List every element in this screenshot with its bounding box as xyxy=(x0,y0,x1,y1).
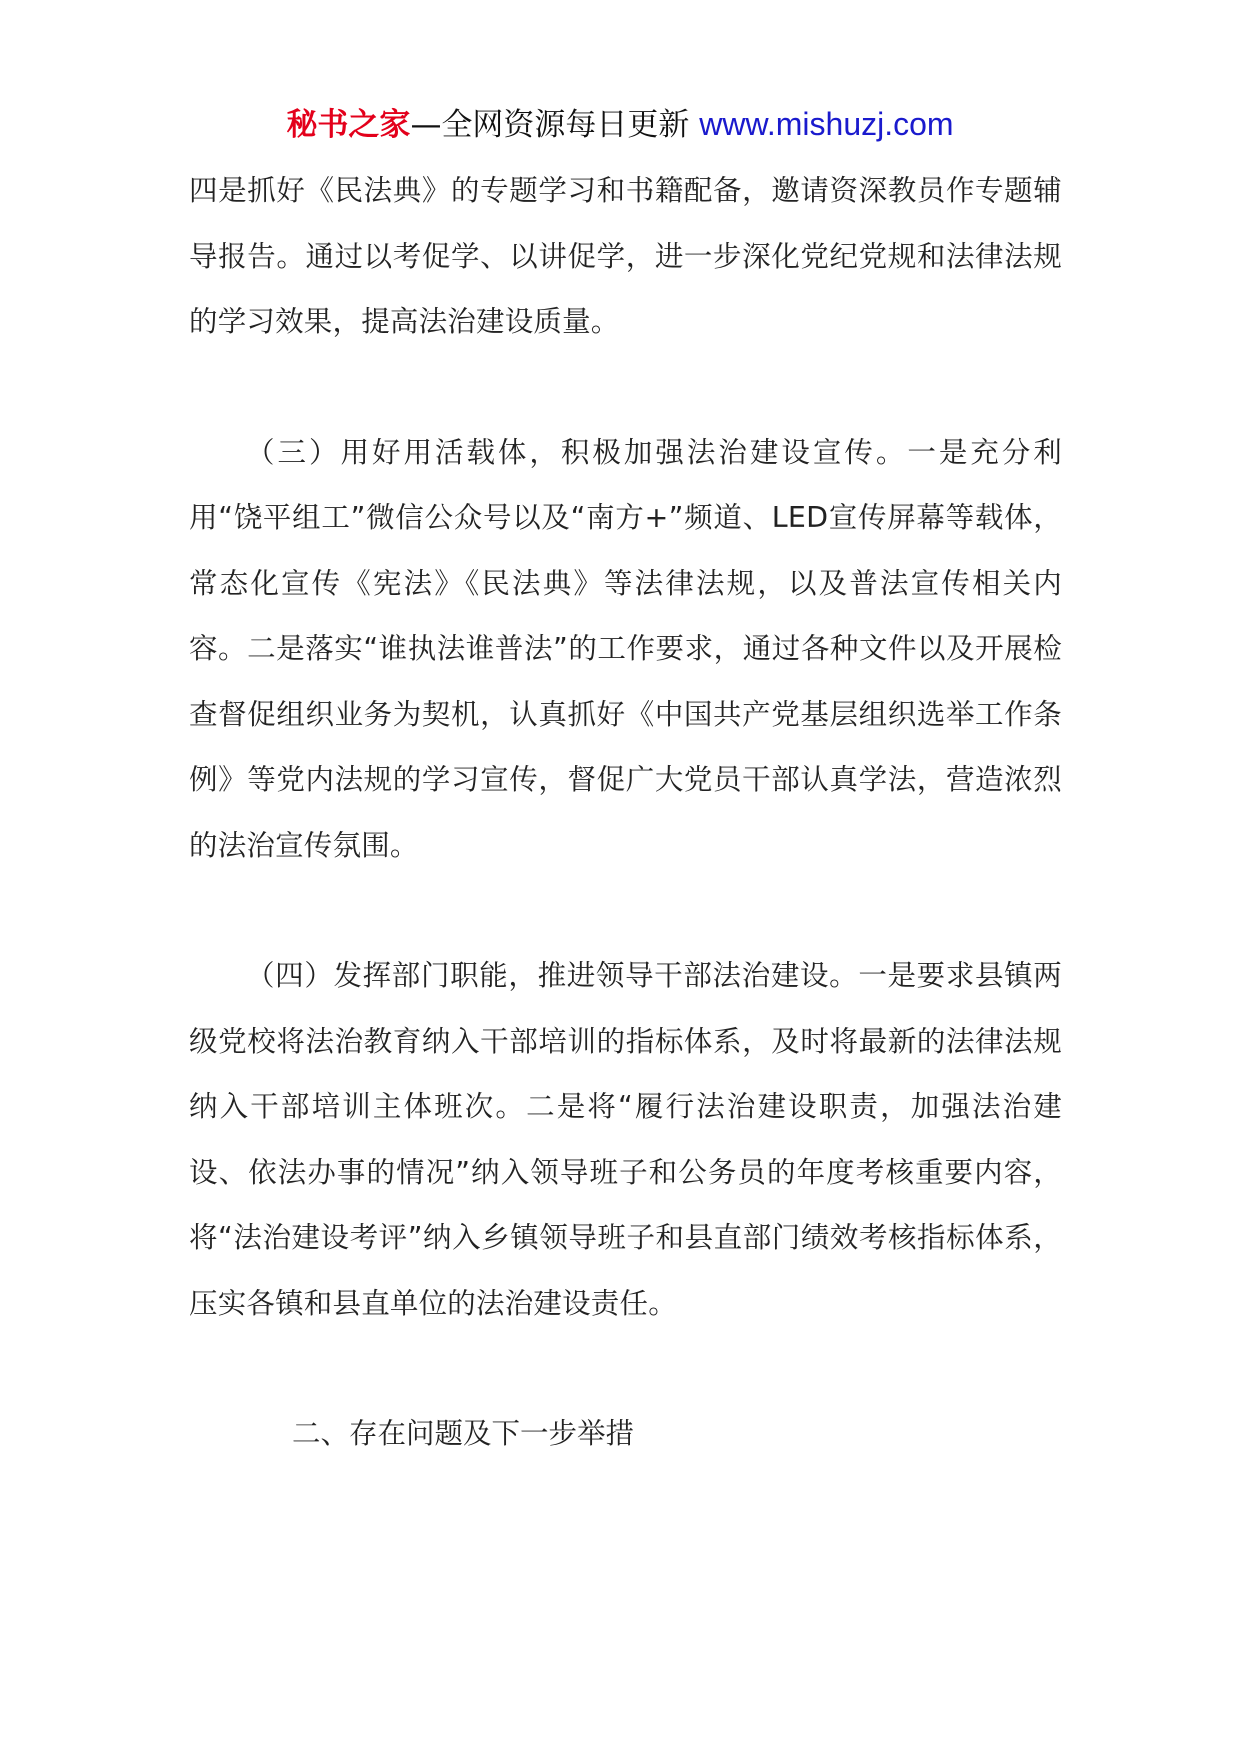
website-link[interactable]: www.mishuzj.com xyxy=(699,106,954,142)
header-tagline: —全网资源每日更新 xyxy=(410,107,690,143)
paragraph-section-three: （三）用好用活载体，积极加强法治建设宣传。一是充分利用“饶平组工”微信公众号以及“南方+”频道、LED宣传屏幕等载体，常态化宣传《宪法》《民法典》等法律法规，以及普法宣传相关内容。二是落实“谁执法谁普法”的工作要求，通过各种文件以及开展检查督促组织业务为契机，认真抓好《中国共产党基层组织选举工作条例》等党内法规的学习宣传，督促广大党员干部认真学法，营造浓烈的法治宣传氛围。 xyxy=(189,435,1062,862)
page-header xyxy=(0,102,1240,147)
paragraph-continuation: 四是抓好《民法典》的专题学习和书籍配备，邀请资深教员作专题辅导报告。通过以考促学、以讲促学，进一步深化党纪党规和法律法规的学习效果，提高法治建设质量。 xyxy=(189,174,1062,338)
brand-name: 秘书之家 xyxy=(286,107,411,143)
paragraph-section-four: （四）发挥部门职能，推进领导干部法治建设。一是要求县镇两级党校将法治教育纳入干部培训的指标体系，及时将最新的法律法规纳入干部培训主体班次。二是将“履行法治建设职责，加强法治建设、依法办事的情况”纳入领导班子和公务员的年度考核重要内容，将“法治建设考评”纳入乡镇领导班子和县直部门绩效考核指标体系，压实各镇和县直单位的法治建设责任。 xyxy=(189,959,1062,1320)
document-body xyxy=(189,158,1062,1467)
section-heading: 二、存在问题及下一步举措 xyxy=(292,1417,635,1450)
